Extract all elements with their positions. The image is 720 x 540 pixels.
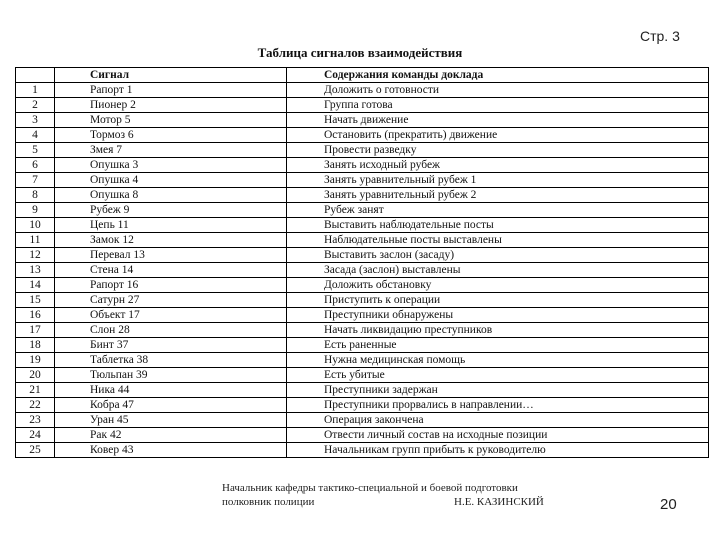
row-command: Выставить наблюдательные посты — [287, 218, 709, 233]
row-signal: Рапорт 16 — [55, 278, 287, 293]
signals-table — [15, 67, 709, 458]
row-signal: Слон 28 — [55, 323, 287, 338]
row-signal: Уран 45 — [55, 413, 287, 428]
row-signal: Ковер 43 — [55, 443, 287, 458]
row-signal: Опушка 4 — [55, 173, 287, 188]
row-command: Выставить заслон (засаду) — [287, 248, 709, 263]
row-signal: Кобра 47 — [55, 398, 287, 413]
row-number: 1 — [16, 83, 55, 98]
table-row — [16, 98, 709, 113]
row-signal: Змея 7 — [55, 143, 287, 158]
table-row — [16, 338, 709, 353]
table-row — [16, 368, 709, 383]
table-row — [16, 443, 709, 458]
table-row — [16, 308, 709, 323]
row-command: Есть раненные — [287, 338, 709, 353]
row-signal: Мотор 5 — [55, 113, 287, 128]
row-signal: Объект 17 — [55, 308, 287, 323]
table-row — [16, 188, 709, 203]
row-signal: Рубеж 9 — [55, 203, 287, 218]
signature-block — [222, 481, 562, 509]
row-signal: Тормоз 6 — [55, 128, 287, 143]
row-number: 21 — [16, 383, 55, 398]
row-number: 20 — [16, 368, 55, 383]
document-title: Таблица сигналов взаимодействия — [257, 45, 463, 60]
row-number: 10 — [16, 218, 55, 233]
table-row — [16, 263, 709, 278]
row-command: Доложить о готовности — [287, 83, 709, 98]
row-number: 9 — [16, 203, 55, 218]
row-number: 12 — [16, 248, 55, 263]
signature-position: Начальник кафедры тактико-специальной и боевой подготовки — [222, 482, 518, 494]
row-signal: Рапорт 1 — [55, 83, 287, 98]
row-number: 22 — [16, 398, 55, 413]
row-command: Провести разведку — [287, 143, 709, 158]
row-number: 6 — [16, 158, 55, 173]
row-command: Приступить к операции — [287, 293, 709, 308]
table-row — [16, 233, 709, 248]
table-row — [16, 173, 709, 188]
table-row — [16, 383, 709, 398]
row-number: 4 — [16, 128, 55, 143]
signature-name: Н.Е. КАЗИНСКИЙ — [454, 496, 544, 508]
row-signal: Сатурн 27 — [55, 293, 287, 308]
table-row — [16, 398, 709, 413]
row-signal: Таблетка 38 — [55, 353, 287, 368]
row-command: Доложить обстановку — [287, 278, 709, 293]
row-signal: Пионер 2 — [55, 98, 287, 113]
row-command: Есть убитые — [287, 368, 709, 383]
row-command: Начать движение — [287, 113, 709, 128]
table-row — [16, 128, 709, 143]
row-signal: Перевал 13 — [55, 248, 287, 263]
row-command: Занять уравнительный рубеж 2 — [287, 188, 709, 203]
row-number: 7 — [16, 173, 55, 188]
table-header-row — [16, 68, 709, 83]
row-number: 17 — [16, 323, 55, 338]
row-number: 24 — [16, 428, 55, 443]
row-command: Занять исходный рубеж — [287, 158, 709, 173]
row-signal: Опушка 3 — [55, 158, 287, 173]
row-number: 18 — [16, 338, 55, 353]
row-command: Начать ликвидацию преступников — [287, 323, 709, 338]
table-row — [16, 143, 709, 158]
row-signal: Цепь 11 — [55, 218, 287, 233]
table-row — [16, 323, 709, 338]
slide-number: 20 — [660, 496, 677, 513]
row-number: 19 — [16, 353, 55, 368]
table-row — [16, 293, 709, 308]
table-row — [16, 218, 709, 233]
table-row — [16, 203, 709, 218]
table-row — [16, 278, 709, 293]
table-row — [16, 113, 709, 128]
header-number — [16, 68, 55, 83]
table-row — [16, 158, 709, 173]
table-row — [16, 83, 709, 98]
row-command: Занять уравнительный рубеж 1 — [287, 173, 709, 188]
row-command: Отвести личный состав на исходные позиции — [287, 428, 709, 443]
row-signal: Ника 44 — [55, 383, 287, 398]
row-number: 11 — [16, 233, 55, 248]
row-command: Остановить (прекратить) движение — [287, 128, 709, 143]
table-row — [16, 428, 709, 443]
signature-rank: полковник полиции — [222, 496, 315, 508]
row-number: 16 — [16, 308, 55, 323]
row-number: 2 — [16, 98, 55, 113]
row-command: Преступники обнаружены — [287, 308, 709, 323]
row-command: Засада (заслон) выставлены — [287, 263, 709, 278]
table-row — [16, 413, 709, 428]
row-number: 3 — [16, 113, 55, 128]
header-signal: Сигнал — [55, 68, 287, 83]
row-command: Преступники задержан — [287, 383, 709, 398]
row-signal: Рак 42 — [55, 428, 287, 443]
row-command: Преступники прорвались в направлении… — [287, 398, 709, 413]
row-number: 13 — [16, 263, 55, 278]
row-number: 8 — [16, 188, 55, 203]
row-command: Операция закончена — [287, 413, 709, 428]
row-command: Начальникам групп прибыть к руководителю — [287, 443, 709, 458]
row-signal: Стена 14 — [55, 263, 287, 278]
row-signal: Опушка 8 — [55, 188, 287, 203]
row-number: 15 — [16, 293, 55, 308]
header-command: Содержания команды доклада — [287, 68, 709, 83]
row-command: Группа готова — [287, 98, 709, 113]
row-number: 5 — [16, 143, 55, 158]
row-number: 14 — [16, 278, 55, 293]
row-number: 25 — [16, 443, 55, 458]
row-command: Наблюдательные посты выставлены — [287, 233, 709, 248]
row-signal: Бинт 37 — [55, 338, 287, 353]
row-command: Рубеж занят — [287, 203, 709, 218]
table-row — [16, 248, 709, 263]
row-number: 23 — [16, 413, 55, 428]
table-row — [16, 353, 709, 368]
page-label: Стр. 3 — [640, 28, 680, 44]
row-signal: Замок 12 — [55, 233, 287, 248]
row-command: Нужна медицинская помощь — [287, 353, 709, 368]
row-signal: Тюльпан 39 — [55, 368, 287, 383]
